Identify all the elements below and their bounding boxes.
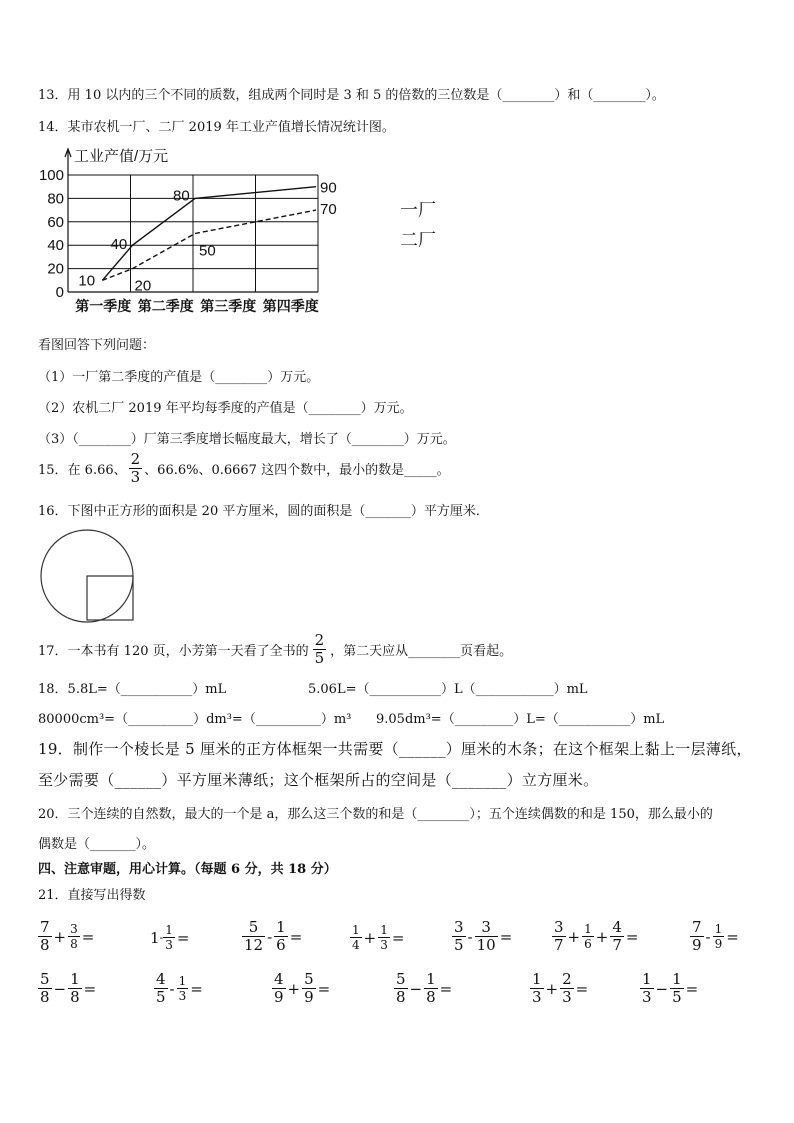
- question-19-line-1: 19．制作一个棱长是 5 厘米的正方体框架一共需要（______）厘米的木条；在这个框架上黏上一层薄纸，: [38, 740, 752, 758]
- square-shape: [87, 576, 133, 620]
- fraction: $\frac{1}{3}$: [165, 923, 173, 952]
- y-tick-label: 100: [38, 167, 64, 184]
- equals-sign: =: [190, 979, 203, 998]
- y-tick-label: 40: [47, 237, 64, 255]
- equals-sign: =: [499, 927, 513, 946]
- section-4-heading: 四、注意审题，用心计算。（每题 6 分，共 18 分）: [38, 862, 337, 877]
- fraction: $\frac{1}{9}$: [714, 922, 723, 951]
- question-17-text-a: 17．一本书有 120 页，小芳第一天看了全书的: [38, 644, 309, 659]
- minus-sign: -: [159, 931, 164, 944]
- data-label: 20: [134, 277, 152, 295]
- y-axis-title: 工业产值/万元: [74, 148, 169, 165]
- fraction: $\frac{5}{12}$: [244, 918, 264, 954]
- expression-r1-6: [552, 920, 640, 953]
- fraction: $\frac{1}{3}$: [642, 970, 652, 1006]
- question-19-line-2: 至少需要（______）平方厘米薄纸；这个框架所占的空间是（_______）立方厘米。: [38, 771, 599, 789]
- expression-r1-2: [150, 924, 191, 951]
- x-tick-label: 第三季度: [200, 298, 257, 314]
- fraction: $\frac{3}{5}$: [454, 918, 464, 954]
- fraction: $\frac{1}{3}$: [178, 974, 187, 1003]
- fraction: $\frac{7}{9}$: [692, 918, 702, 954]
- legend-label: 一厂: [400, 200, 436, 220]
- fraction: $\frac{1}{8}$: [426, 970, 436, 1006]
- question-16: 16．下图中正方形的面积是 20 平方厘米，圆的面积是（_______）平方厘米．: [38, 504, 489, 519]
- minus-sign: -: [467, 927, 473, 946]
- fraction: $\frac{5}{8}$: [396, 970, 406, 1006]
- question-15-text-a: 15．在 6.66、: [38, 463, 127, 478]
- fraction: [129, 452, 143, 485]
- equals-sign: =: [575, 979, 589, 998]
- question-15: [38, 452, 450, 485]
- expression-r1-3: [242, 920, 304, 953]
- equals-sign: =: [625, 927, 639, 946]
- plus-sign: +: [287, 979, 301, 998]
- expression-r2-1: [38, 972, 98, 1005]
- expression-r1-5: [452, 920, 514, 953]
- fraction: $\frac{1}{8}$: [70, 970, 80, 1006]
- question-13: 13．用 10 以内的三个不同的质数，组成两个同时是 3 和 5 的倍数的三位数是（________）和（________）。: [38, 88, 665, 103]
- x-tick-label: 第一季度: [75, 298, 132, 314]
- equals-sign: =: [439, 979, 453, 998]
- fraction: [313, 633, 327, 666]
- data-label: 90: [320, 179, 337, 197]
- y-tick-label: 20: [47, 260, 64, 278]
- whole-number: 1: [150, 928, 160, 947]
- data-label: 70: [320, 201, 337, 219]
- fraction: $\frac{1}{6}$: [276, 918, 286, 954]
- circle-square-figure: [38, 528, 138, 628]
- data-label: 80: [173, 187, 190, 205]
- fraction: $\frac{4}{5}$: [156, 970, 166, 1006]
- fraction: $\frac{1}{3}$: [380, 923, 388, 952]
- minus-sign: -: [267, 927, 273, 946]
- data-label: 10: [78, 272, 96, 290]
- question-14-part-2: （2）农机二厂 2019 年平均每季度的产值是（________）万元。: [38, 401, 413, 416]
- question-14: 14．某市农机一厂、二厂 2019 年工业产值增长情况统计图。: [38, 120, 395, 135]
- question-21: 21．直接写出得数: [38, 888, 146, 903]
- x-tick-label: 第四季度: [262, 298, 319, 314]
- fraction: $\frac{7}{8}$: [40, 918, 50, 954]
- fraction-denominator: 5: [314, 649, 325, 667]
- fraction: $\frac{5}{9}$: [304, 970, 314, 1006]
- minus-sign: −: [409, 979, 423, 998]
- fraction: $\frac{2}{3}$: [562, 970, 572, 1006]
- plus-sign: +: [567, 927, 581, 946]
- expression-r2-4: [394, 972, 454, 1005]
- fraction: $\frac{1}{6}$: [584, 922, 592, 951]
- legend-label: 二厂: [400, 230, 436, 250]
- expression-r2-5: [530, 972, 590, 1005]
- question-20-line-1: 20．三个连续的自然数，最大的一个是 a，那么这三个数的和是（________）；五个连续偶数的和是 150，那么最小的: [38, 807, 713, 822]
- equals-sign: =: [83, 979, 97, 998]
- series-line-1: [102, 187, 316, 281]
- expression-r2-6: [640, 972, 700, 1005]
- plus-sign: +: [363, 928, 377, 947]
- equals-sign: =: [391, 928, 405, 947]
- question-20-line-2: 偶数是（_______）。: [38, 837, 156, 852]
- fraction: $\frac{1}{4}$: [352, 923, 360, 952]
- equals-sign: =: [726, 927, 739, 946]
- question-18-line-1b: 5.06L=（___________）L（____________）mL: [308, 682, 588, 697]
- question-14-part-3: （3）（________）厂第三季度增长幅度最大，增长了（________）万元。: [38, 432, 456, 447]
- equals-sign: =: [317, 979, 331, 998]
- minus-sign: −: [53, 979, 67, 998]
- plus-sign: +: [545, 979, 559, 998]
- expression-r1-7: [690, 920, 741, 953]
- minus-sign: −: [655, 979, 669, 998]
- fraction-denominator: 3: [130, 468, 141, 486]
- plus-sign: +: [595, 927, 609, 946]
- fraction-numerator: 2: [314, 631, 325, 649]
- equals-sign: =: [289, 927, 303, 946]
- fraction: $\frac{3}{8}$: [70, 922, 78, 951]
- question-15-text-b: 、66.6%、0.6667 这四个数中，最小的数是_____。: [144, 463, 450, 478]
- expression-r2-3: [272, 972, 332, 1005]
- fraction: $\frac{1}{5}$: [672, 970, 682, 1006]
- fraction: $\frac{3}{7}$: [554, 918, 564, 954]
- question-17: [38, 633, 512, 666]
- minus-sign: -: [169, 979, 175, 998]
- data-label: 40: [110, 236, 128, 254]
- question-18-line-1a: 18．5.8L=（___________）mL: [38, 682, 227, 697]
- fraction: $\frac{1}{3}$: [532, 970, 542, 1006]
- expression-r1-1: [38, 920, 96, 953]
- y-tick-label: 80: [47, 190, 64, 208]
- question-18-line-2a: 80000cm³=（__________）dm³=（__________）m³: [38, 712, 352, 727]
- equals-sign: =: [176, 928, 190, 947]
- fraction-numerator: 2: [130, 450, 141, 468]
- fraction: $\frac{4}{7}$: [612, 918, 622, 954]
- fraction: $\frac{4}{9}$: [274, 970, 284, 1006]
- y-tick-label: 0: [55, 284, 64, 301]
- x-tick-label: 第二季度: [137, 298, 194, 314]
- equals-sign: =: [685, 979, 699, 998]
- fraction: $\frac{5}{8}$: [40, 970, 50, 1006]
- plus-sign: +: [53, 927, 67, 946]
- data-label: 50: [199, 242, 216, 260]
- y-tick-label: 60: [47, 213, 64, 231]
- question-14-prompt: 看图回答下列问题：: [38, 338, 156, 353]
- line-chart: [28, 143, 448, 323]
- expression-r1-4: [350, 924, 406, 951]
- minus-sign: -: [705, 927, 711, 946]
- expression-r2-2: [154, 972, 205, 1005]
- fraction: $\frac{3}{10}$: [476, 918, 496, 954]
- question-14-part-1: （1）一厂第二季度的产值是（________）万元。: [38, 370, 320, 385]
- question-17-text-b: ，第二天应从________页看起。: [330, 644, 513, 659]
- equals-sign: =: [81, 927, 95, 946]
- question-18-line-2b: 9.05dm³=（_________）L=（___________）mL: [376, 712, 665, 727]
